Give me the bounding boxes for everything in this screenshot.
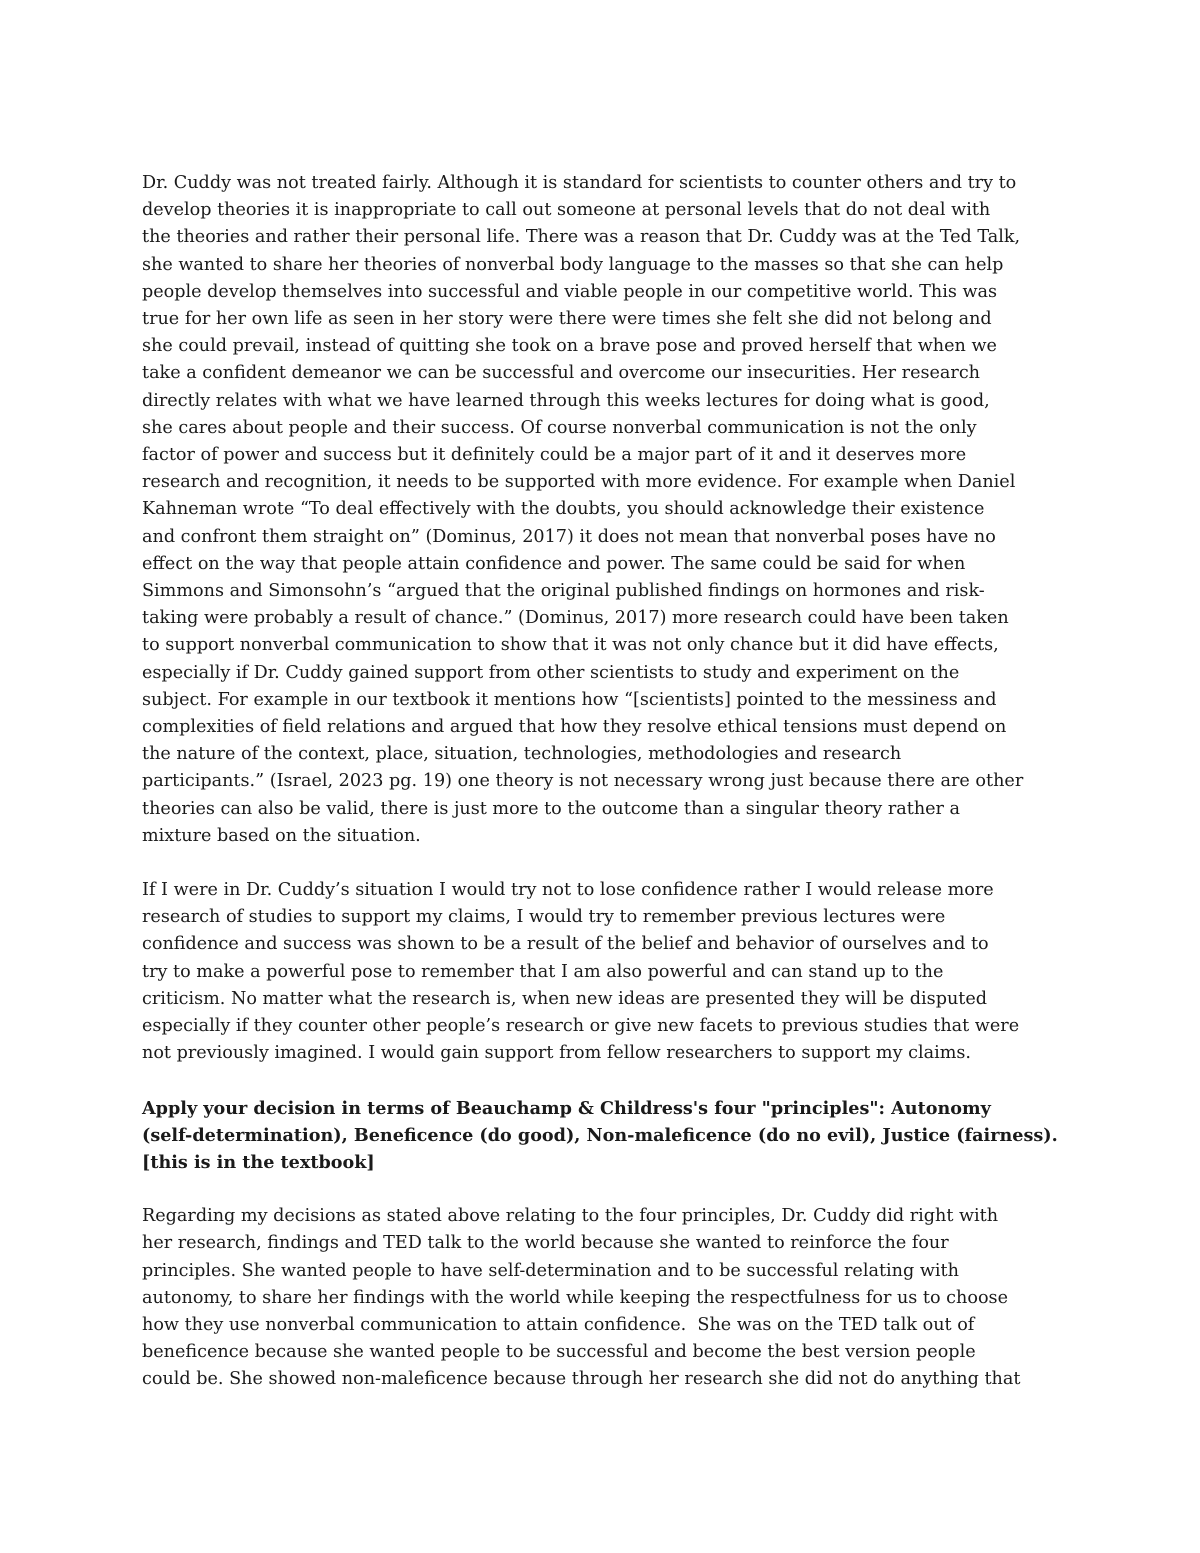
text-line: If I were in Dr. Cuddy’s situation I would try not to lose confidence rather I would release more <box>142 880 994 901</box>
text-line: she wanted to share her theories of nonverbal body language to the masses so that she can help <box>142 254 1004 275</box>
text-line: could be. She showed non-maleficence because through her research she did not do anything that <box>142 1369 1021 1390</box>
text-line: she cares about people and their success. Of course nonverbal communication is not the only <box>142 417 977 438</box>
document-body <box>142 170 1067 1421</box>
text-line: to support nonverbal communication to show that it was not only chance but it did have effects, <box>142 635 999 656</box>
body-paragraph <box>142 1203 1067 1393</box>
text-line: Simmons and Simonsohn’s “argued that the original published findings on hormones and risk- <box>142 581 985 602</box>
text-line: directly relates with what we have learned through this weeks lectures for doing what is good, <box>142 390 990 411</box>
text-line: (self-determination), Beneficence (do good), Non-maleficence (do no evil), Justice (fairness). <box>142 1124 1058 1146</box>
text-line: Dr. Cuddy was not treated fairly. Although it is standard for scientists to counter others and try to <box>142 173 1017 193</box>
text-line: the theories and rather their personal life. There was a reason that Dr. Cuddy was at the Ted Talk, <box>142 227 1021 248</box>
body-paragraph <box>142 877 1067 1067</box>
text-line: true for her own life as seen in her story were there were times she felt she did not belong and <box>142 309 992 330</box>
text-line: participants.” (Israel, 2023 pg. 19) one theory is not necessary wrong just because there are other <box>142 771 1024 792</box>
text-line: taking were probably a result of chance.” (Dominus, 2017) more research could have been taken <box>142 608 1009 629</box>
text-line: Regarding my decisions as stated above relating to the four principles, Dr. Cuddy did right with <box>142 1206 999 1227</box>
text-line: try to make a powerful pose to remember that I am also powerful and can stand up to the <box>142 961 944 982</box>
text-line: how they use nonverbal communication to attain confidence. She was on the TED talk out of <box>142 1314 975 1335</box>
text-line: especially if Dr. Cuddy gained support from other scientists to study and experiment on the <box>142 662 960 683</box>
text-line: the nature of the context, place, situation, technologies, methodologies and research <box>142 744 902 765</box>
text-line: research and recognition, it needs to be supported with more evidence. For example when Daniel <box>142 472 1016 493</box>
text-line: theories can also be valid, there is just more to the outcome than a singular theory rather a <box>142 798 961 819</box>
text-line: criticism. No matter what the research is, when new ideas are presented they will be disputed <box>142 988 988 1009</box>
text-line: take a confident demeanor we can be successful and overcome our insecurities. Her research <box>142 363 981 384</box>
text-line: factor of power and success but it definitely could be a major part of it and it deserves more <box>142 445 967 466</box>
text-line: [this is in the textbook] <box>142 1151 375 1173</box>
text-line: develop theories it is inappropriate to call out someone at personal levels that do not deal with <box>142 200 991 221</box>
text-line: her research, findings and TED talk to the world because she wanted to reinforce the four <box>142 1233 949 1254</box>
text-line: beneficence because she wanted people to be successful and become the best version people <box>142 1342 976 1363</box>
section-heading <box>142 1095 1067 1177</box>
text-line: she could prevail, instead of quitting she took on a brave pose and proved herself that when we <box>142 336 997 357</box>
text-line: subject. For example in our textbook it mentions how “[scientists] pointed to the messiness and <box>142 689 997 710</box>
text-line: autonomy, to share her findings with the world while keeping the respectfulness for us to choose <box>142 1287 1008 1308</box>
text-line: principles. She wanted people to have self-determination and to be successful relating with <box>142 1260 959 1281</box>
text-line: especially if they counter other people’s research or give new facets to previous studies that were <box>142 1016 1020 1037</box>
text-line: complexities of field relations and argued that how they resolve ethical tensions must depend on <box>142 717 1007 738</box>
text-line: not previously imagined. I would gain support from fellow researchers to support my claims. <box>142 1043 972 1064</box>
text-line: Apply your decision in terms of Beauchamp & Childress's four "principles": Autonomy <box>142 1097 991 1119</box>
body-paragraph <box>142 170 1067 850</box>
text-line: people develop themselves into successful and viable people in our competitive world. This was <box>142 281 998 302</box>
text-line: research of studies to support my claims, I would try to remember previous lectures were <box>142 907 946 928</box>
text-line: mixture based on the situation. <box>142 825 421 846</box>
text-line: confidence and success was shown to be a result of the belief and behavior of ourselves and to <box>142 934 989 955</box>
text-line: effect on the way that people attain confidence and power. The same could be said for when <box>142 553 966 574</box>
text-line: Kahneman wrote “To deal effectively with the doubts, you should acknowledge their existence <box>142 499 985 520</box>
text-line: and confront them straight on” (Dominus, 2017) it does not mean that nonverbal poses have no <box>142 526 996 547</box>
